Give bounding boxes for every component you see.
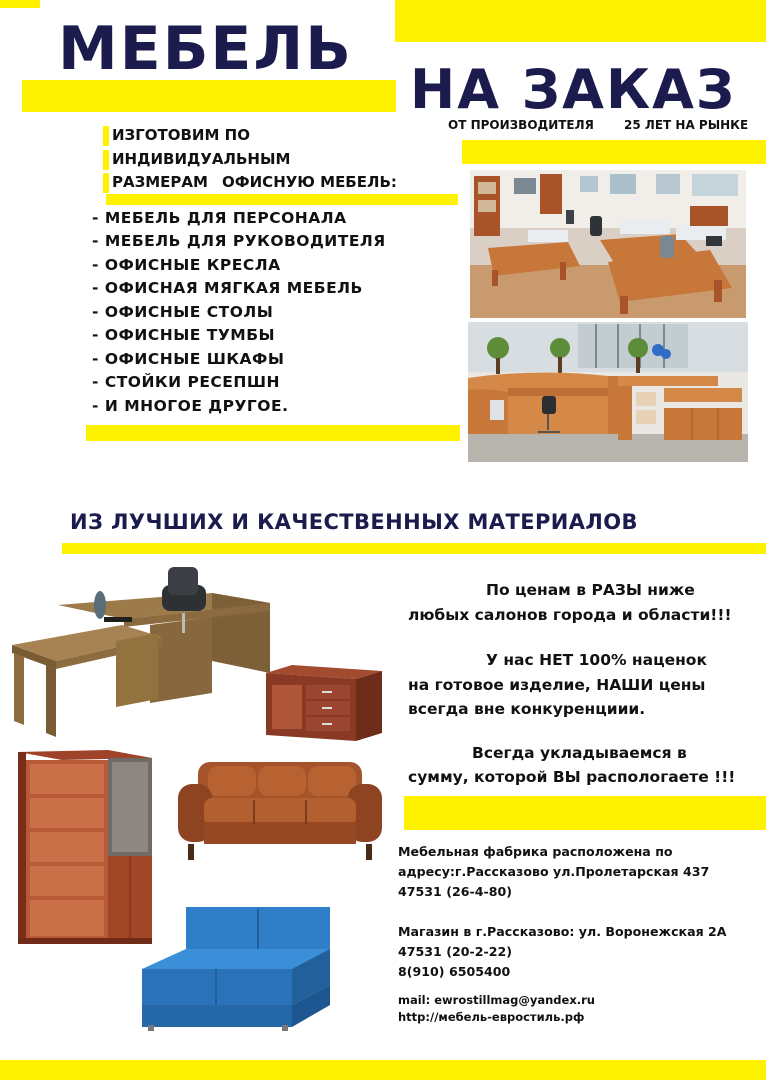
bookcase-image — [16, 750, 152, 946]
pitch-line: сумму, которой ВЫ распологаете !!! — [408, 768, 736, 786]
factory-phone: 47531 (26-4-80) — [398, 884, 512, 899]
list-item: - СТОЙКИ РЕСЕПШН — [92, 373, 280, 391]
list-item: - ОФИСНЫЕ КРЕСЛА — [92, 256, 281, 274]
cabinet-image — [264, 665, 382, 743]
list-item: - ОФИСНЫЕ ТУМБЫ — [92, 326, 276, 344]
factory-address-line-1: Мебельная фабрика расположена по — [398, 844, 673, 859]
intro-line-1: ИЗГОТОВИМ ПО — [112, 126, 250, 144]
shop-address: Магазин в г.Рассказово: ул. Воронежская 2А — [398, 924, 727, 939]
email-link[interactable]: mail: ewrostillmag@yandex.ru — [398, 993, 595, 1007]
pitch-line: У нас НЕТ 100% наценок — [486, 651, 707, 669]
tag-producer: ОТ ПРОИЗВОДИТЕЛЯ — [448, 118, 594, 132]
factory-address-line-2: адресу:г.Рассказово ул.Пролетарская 437 — [398, 864, 710, 879]
pitch-line: на готовое изделие, НАШИ цены — [408, 676, 706, 694]
intro-line-2: ИНДИВИДУАЛЬНЫМ — [112, 150, 291, 168]
intro-line-3a: РАЗМЕРАМ — [112, 173, 208, 191]
pitch-bottom-bar — [404, 796, 766, 830]
list-item: - МЕБЕЛЬ ДЛЯ ПЕРСОНАЛА — [92, 209, 347, 227]
shop-phone-1: 47531 (20-2-22) — [398, 944, 512, 959]
list-item: - И МНОГОЕ ДРУГОЕ. — [92, 397, 289, 415]
materials-underline-bar — [62, 543, 766, 554]
intro-marker-1 — [103, 126, 109, 146]
footer-yellow-bar — [0, 1060, 766, 1080]
intro-line-3b: ОФИСНУЮ МЕБЕЛЬ: — [222, 173, 397, 191]
materials-heading: ИЗ ЛУЧШИХ И КАЧЕСТВЕННЫХ МАТЕРИАЛОВ — [70, 510, 638, 534]
left-top-stripe — [0, 0, 40, 8]
website-link[interactable]: http://мебель-евростиль.рф — [398, 1010, 585, 1024]
title-underline-bar — [22, 80, 396, 112]
list-item: - ОФИСНЫЕ СТОЛЫ — [92, 303, 274, 321]
office-photo — [470, 170, 746, 318]
shop-phone-2: 8(910) 6505400 — [398, 964, 511, 979]
intro-marker-2 — [103, 150, 109, 170]
list-item: - ОФИСНАЯ МЯГКАЯ МЕБЕЛЬ — [92, 279, 363, 297]
intro-underline-bar — [106, 194, 458, 205]
top-yellow-bar — [395, 0, 766, 42]
blue-sofa-image — [142, 905, 334, 1033]
list-item: - ОФИСНЫЕ ШКАФЫ — [92, 350, 285, 368]
intro-marker-3 — [103, 173, 109, 193]
page-title-line-1: МЕБЕЛЬ — [58, 14, 353, 84]
list-bottom-bar — [86, 425, 460, 441]
executive-desk-image — [12, 555, 274, 745]
reception-photo — [468, 322, 748, 462]
pitch-line: любых салонов города и области!!! — [408, 606, 732, 624]
pitch-line: По ценам в РАЗЫ ниже — [486, 581, 695, 599]
tag-years: 25 ЛЕТ НА РЫНКЕ — [624, 118, 749, 132]
pitch-line: всегда вне конкуренциии. — [408, 700, 646, 718]
page-title-line-2: НА ЗАКАЗ — [410, 58, 737, 121]
leather-sofa-image — [178, 758, 382, 864]
list-item: - МЕБЕЛЬ ДЛЯ РУКОВОДИТЕЛЯ — [92, 232, 386, 250]
tag-underline-bar — [462, 140, 766, 164]
pitch-line: Всегда укладываемся в — [472, 744, 687, 762]
